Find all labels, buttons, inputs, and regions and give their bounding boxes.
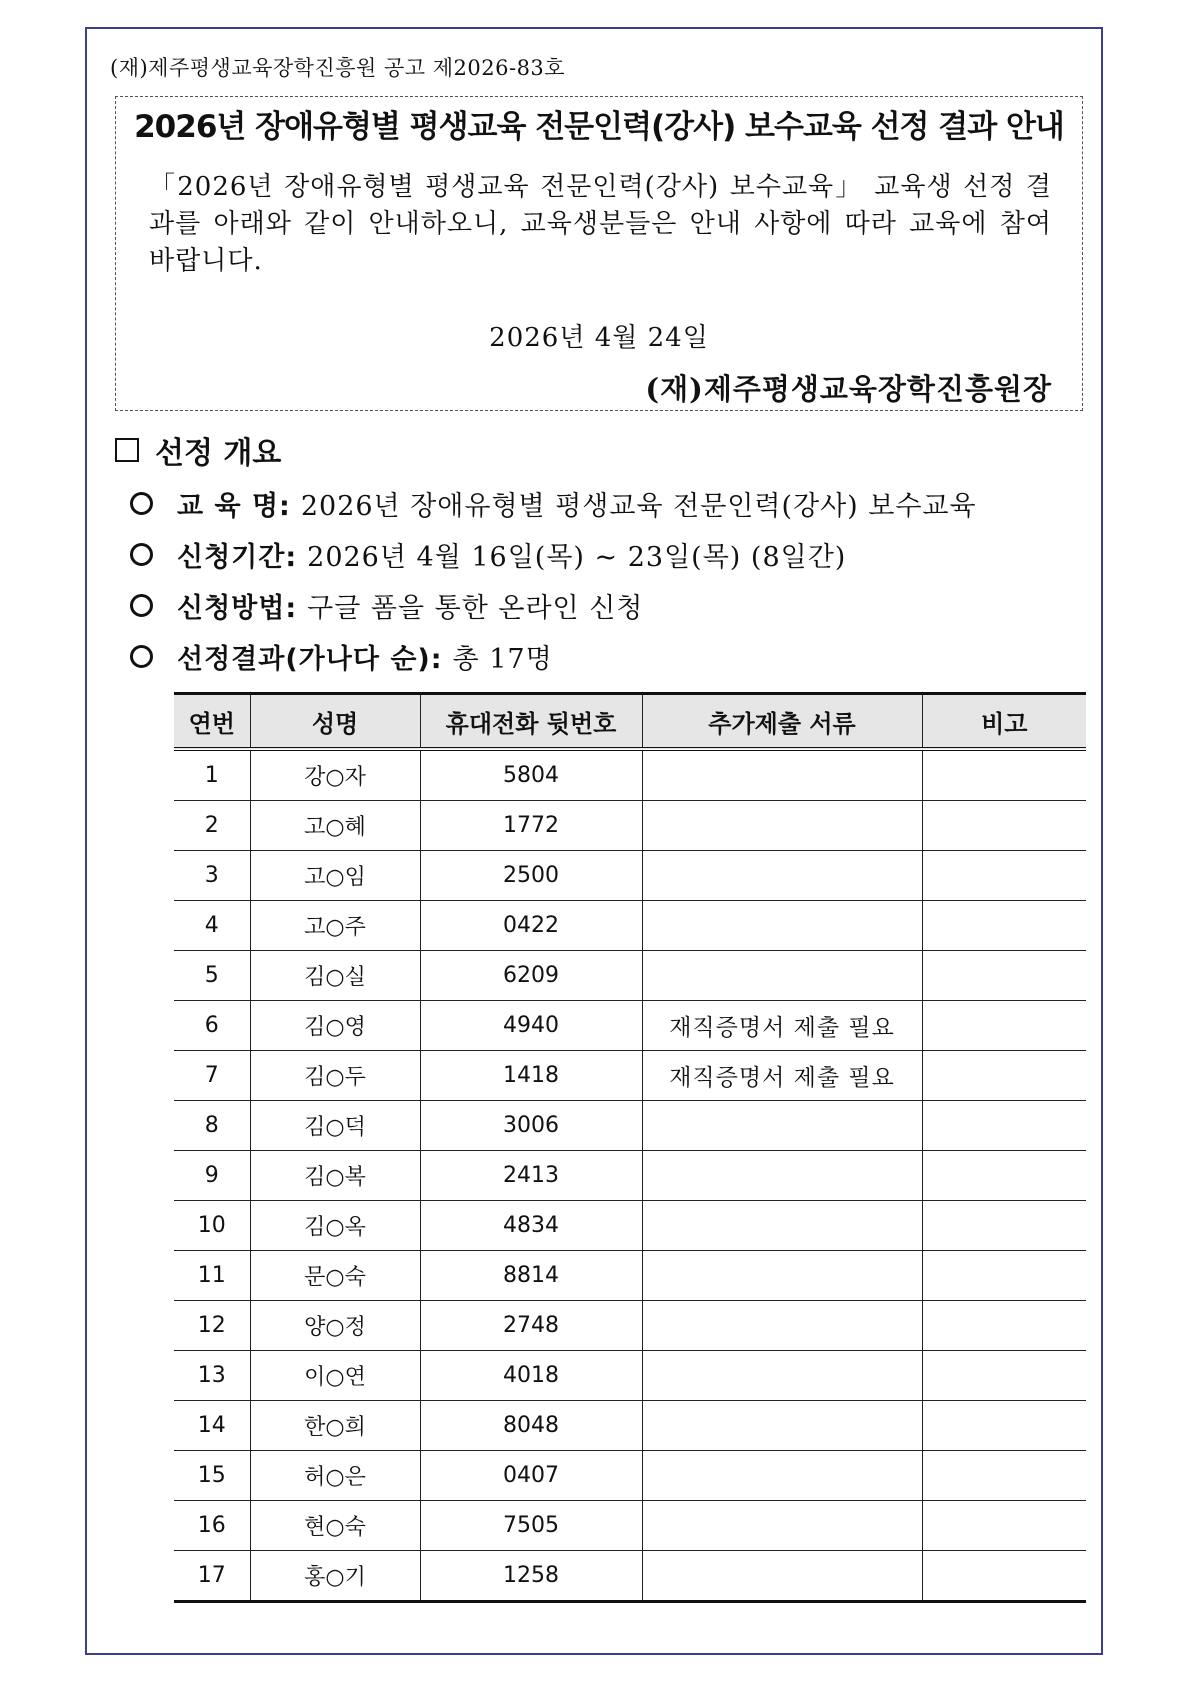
table-row [174,1251,1086,1301]
overview-item-course [130,478,1090,529]
name-cell: 김○복 [250,1151,420,1201]
phone-suffix-cell: 2748 [420,1301,642,1351]
overview-item-result [130,631,1090,682]
additional-document-cell: 재직증명서 제출 필요 [642,1051,922,1101]
name-cell: 현○숙 [250,1501,420,1551]
remarks-cell [922,901,1086,951]
remarks-cell [922,1201,1086,1251]
row-number: 13 [174,1351,250,1401]
circle-bullet-icon [130,645,153,668]
row-number: 16 [174,1501,250,1551]
remarks-cell [922,1501,1086,1551]
remarks-cell [922,801,1086,851]
phone-suffix-cell: 8048 [420,1401,642,1451]
name-cell: 한○희 [250,1401,420,1451]
circle-bullet-icon [130,492,153,515]
column-header: 휴대전화 뒷번호 [420,694,642,750]
phone-suffix-cell: 4834 [420,1201,642,1251]
overview-label: 신청방법: [177,593,298,624]
row-number: 9 [174,1151,250,1201]
name-cell: 김○옥 [250,1201,420,1251]
notice-box [115,96,1083,411]
remarks-cell [922,1451,1086,1501]
table-row [174,901,1086,951]
table-row [174,851,1086,901]
phone-suffix-cell: 3006 [420,1101,642,1151]
phone-suffix-cell: 0407 [420,1451,642,1501]
name-cell: 홍○기 [250,1551,420,1602]
name-cell: 강○자 [250,749,420,801]
additional-document-cell [642,1551,922,1602]
row-number: 12 [174,1301,250,1351]
phone-suffix-cell: 8814 [420,1251,642,1301]
name-cell: 김○실 [250,951,420,1001]
name-cell: 양○정 [250,1301,420,1351]
additional-document-cell [642,1151,922,1201]
name-cell: 김○두 [250,1051,420,1101]
remarks-cell [922,1101,1086,1151]
phone-suffix-cell: 2413 [420,1151,642,1201]
overview-item-method [130,580,1090,631]
additional-document-cell [642,1301,922,1351]
table-row [174,749,1086,801]
column-header: 연번 [174,694,250,750]
table-row [174,1451,1086,1501]
overview-value: 2026년 4월 16일(목) ~ 23일(목) (8일간) [307,542,847,573]
overview-value: 구글 폼을 통한 온라인 신청 [307,593,644,624]
row-number: 14 [174,1401,250,1451]
phone-suffix-cell: 1258 [420,1551,642,1602]
row-number: 2 [174,801,250,851]
column-header: 성명 [250,694,420,750]
additional-document-cell [642,1101,922,1151]
section-title: 선정 개요 [155,436,282,471]
additional-document-cell [642,901,922,951]
remarks-cell [922,1401,1086,1451]
table-row [174,1201,1086,1251]
name-cell: 허○은 [250,1451,420,1501]
remarks-cell [922,851,1086,901]
remarks-cell [922,1001,1086,1051]
remarks-cell [922,1351,1086,1401]
phone-suffix-cell: 1772 [420,801,642,851]
table-row [174,801,1086,851]
row-number: 5 [174,951,250,1001]
remarks-cell [922,1551,1086,1602]
phone-suffix-cell: 7505 [420,1501,642,1551]
overview-value: 2026년 장애유형별 평생교육 전문인력(강사) 보수교육 [300,491,977,522]
row-number: 15 [174,1451,250,1501]
name-cell: 이○연 [250,1351,420,1401]
name-cell: 고○임 [250,851,420,901]
remarks-cell [922,1301,1086,1351]
name-cell: 문○숙 [250,1251,420,1301]
table-row [174,1151,1086,1201]
phone-suffix-cell: 0422 [420,901,642,951]
row-number: 7 [174,1051,250,1101]
circle-bullet-icon [130,594,153,617]
notice-date: 2026년 4월 24일 [489,323,709,353]
phone-suffix-cell: 1418 [420,1051,642,1101]
row-number: 10 [174,1201,250,1251]
square-bullet-icon [115,438,139,462]
section-heading [115,428,281,472]
row-number: 3 [174,851,250,901]
phone-suffix-cell: 4940 [420,1001,642,1051]
remarks-cell [922,1151,1086,1201]
additional-document-cell [642,749,922,801]
name-cell: 김○덕 [250,1101,420,1151]
phone-suffix-cell: 2500 [420,851,642,901]
row-number: 1 [174,749,250,801]
table-row [174,1351,1086,1401]
phone-suffix-cell: 4018 [420,1351,642,1401]
notice-title: 2026년 장애유형별 평생교육 전문인력(강사) 보수교육 선정 결과 안내 [134,109,1064,145]
additional-document-cell [642,801,922,851]
row-number: 11 [174,1251,250,1301]
additional-document-cell [642,951,922,1001]
notice-signature: (재)제주평생교육장학진흥원장 [645,372,1052,406]
row-number: 17 [174,1551,250,1602]
additional-document-cell [642,1251,922,1301]
remarks-cell [922,1251,1086,1301]
table-row [174,1001,1086,1051]
circle-bullet-icon [130,543,153,566]
additional-document-cell [642,1351,922,1401]
overview-label: 신청기간: [177,542,298,573]
name-cell: 김○영 [250,1001,420,1051]
additional-document-cell [642,1451,922,1501]
overview-item-period [130,529,1090,580]
table-row [174,1101,1086,1151]
results-table [174,692,1086,1603]
additional-document-cell [642,1401,922,1451]
overview-value: 총 17명 [452,644,553,675]
column-header: 비고 [922,694,1086,750]
remarks-cell [922,1051,1086,1101]
row-number: 6 [174,1001,250,1051]
additional-document-cell [642,851,922,901]
table-row [174,951,1086,1001]
name-cell: 고○혜 [250,801,420,851]
overview-label: 선정결과(가나다 순): [177,644,443,675]
column-header: 추가제출 서류 [642,694,922,750]
additional-document-cell [642,1201,922,1251]
remarks-cell [922,951,1086,1001]
remarks-cell [922,749,1086,801]
table-row [174,1051,1086,1101]
overview-list [130,478,1090,682]
table-row [174,1401,1086,1451]
table-row [174,1301,1086,1351]
overview-label: 교 육 명: [177,491,291,522]
name-cell: 고○주 [250,901,420,951]
phone-suffix-cell: 6209 [420,951,642,1001]
phone-suffix-cell: 5804 [420,749,642,801]
row-number: 4 [174,901,250,951]
additional-document-cell: 재직증명서 제출 필요 [642,1001,922,1051]
row-number: 8 [174,1101,250,1151]
notice-number: (재)제주평생교육장학진흥원 공고 제2026-83호 [110,56,566,80]
notice-body: 「2026년 장애유형별 평생교육 전문인력(강사) 보수교육」 교육생 선정 결과를 아래와 같이 안내하오니, 교육생분들은 안내 사항에 따라 교육에 참여 바랍니다. [149,172,1052,276]
table-row [174,1551,1086,1602]
table-row [174,1501,1086,1551]
additional-document-cell [642,1501,922,1551]
table-header-row [174,694,1086,750]
